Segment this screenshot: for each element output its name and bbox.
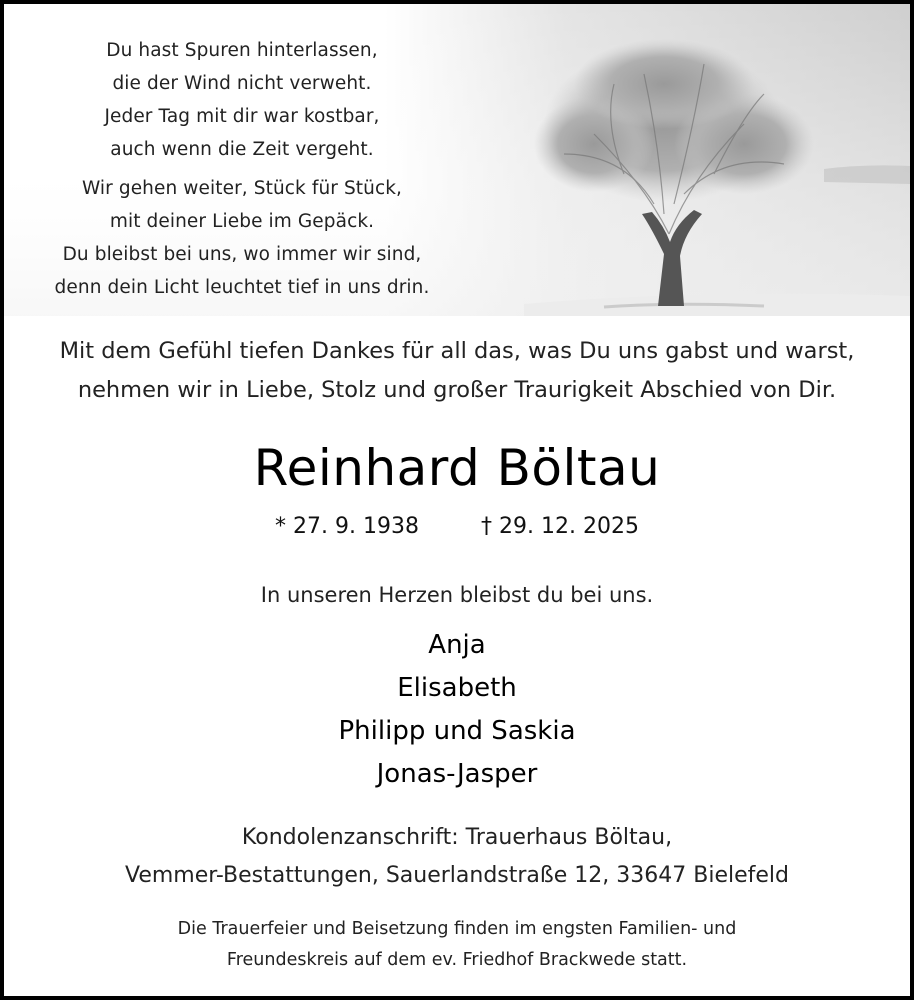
funeral-line: Freundeskreis auf dem ev. Friedhof Brackwede statt. [226, 950, 688, 970]
life-dates [4, 512, 910, 542]
death-date: † 29. 12. 2025 [481, 514, 639, 539]
poem-line: Du bleibst bei uns, wo immer wir sind, [62, 244, 422, 265]
poem-line: Wir gehen weiter, Stück für Stück, [81, 178, 403, 199]
poem-line: die der Wind nicht verweht. [112, 73, 372, 94]
address-line: Kondolenzanschrift: Trauerhaus Böltau, [241, 825, 673, 850]
funeral-line: Die Trauerfeier und Beisetzung finden im engsten Familien- und [177, 919, 737, 939]
intro-line: Mit dem Gefühl tiefen Dankes für all das, was Du uns gabst und warst, [59, 338, 855, 364]
poem-line: denn dein Licht leuchtet tief in uns drin. [54, 277, 430, 298]
header-image-area [4, 4, 910, 316]
address-line: Vemmer-Bestattungen, Sauerlandstraße 12, 33647 Bielefeld [124, 863, 789, 888]
condolence-address [4, 819, 910, 895]
remembrance-line: In unseren Herzen bleibst du bei uns. [260, 583, 654, 607]
funeral-info [4, 914, 910, 976]
intro-text [4, 332, 910, 410]
mourner-name: Anja [428, 630, 486, 660]
poem [18, 34, 466, 304]
mourner-name: Philipp und Saskia [338, 716, 576, 746]
poem-line: auch wenn die Zeit vergeht. [110, 139, 374, 160]
poem-line: Jeder Tag mit dir war kostbar, [104, 106, 380, 127]
mourners-list [4, 624, 910, 796]
mourner-name: Jonas-Jasper [376, 759, 538, 789]
mourner-name: Elisabeth [397, 673, 517, 703]
birth-date: * 27. 9. 1938 [275, 514, 419, 539]
poem-line: mit deiner Liebe im Gepäck. [109, 211, 375, 232]
poem-line: Du hast Spuren hinterlassen, [106, 40, 378, 61]
deceased-name: Reinhard Böltau [253, 439, 661, 497]
intro-line: nehmen wir in Liebe, Stolz und großer Traurigkeit Abschied von Dir. [77, 377, 837, 403]
